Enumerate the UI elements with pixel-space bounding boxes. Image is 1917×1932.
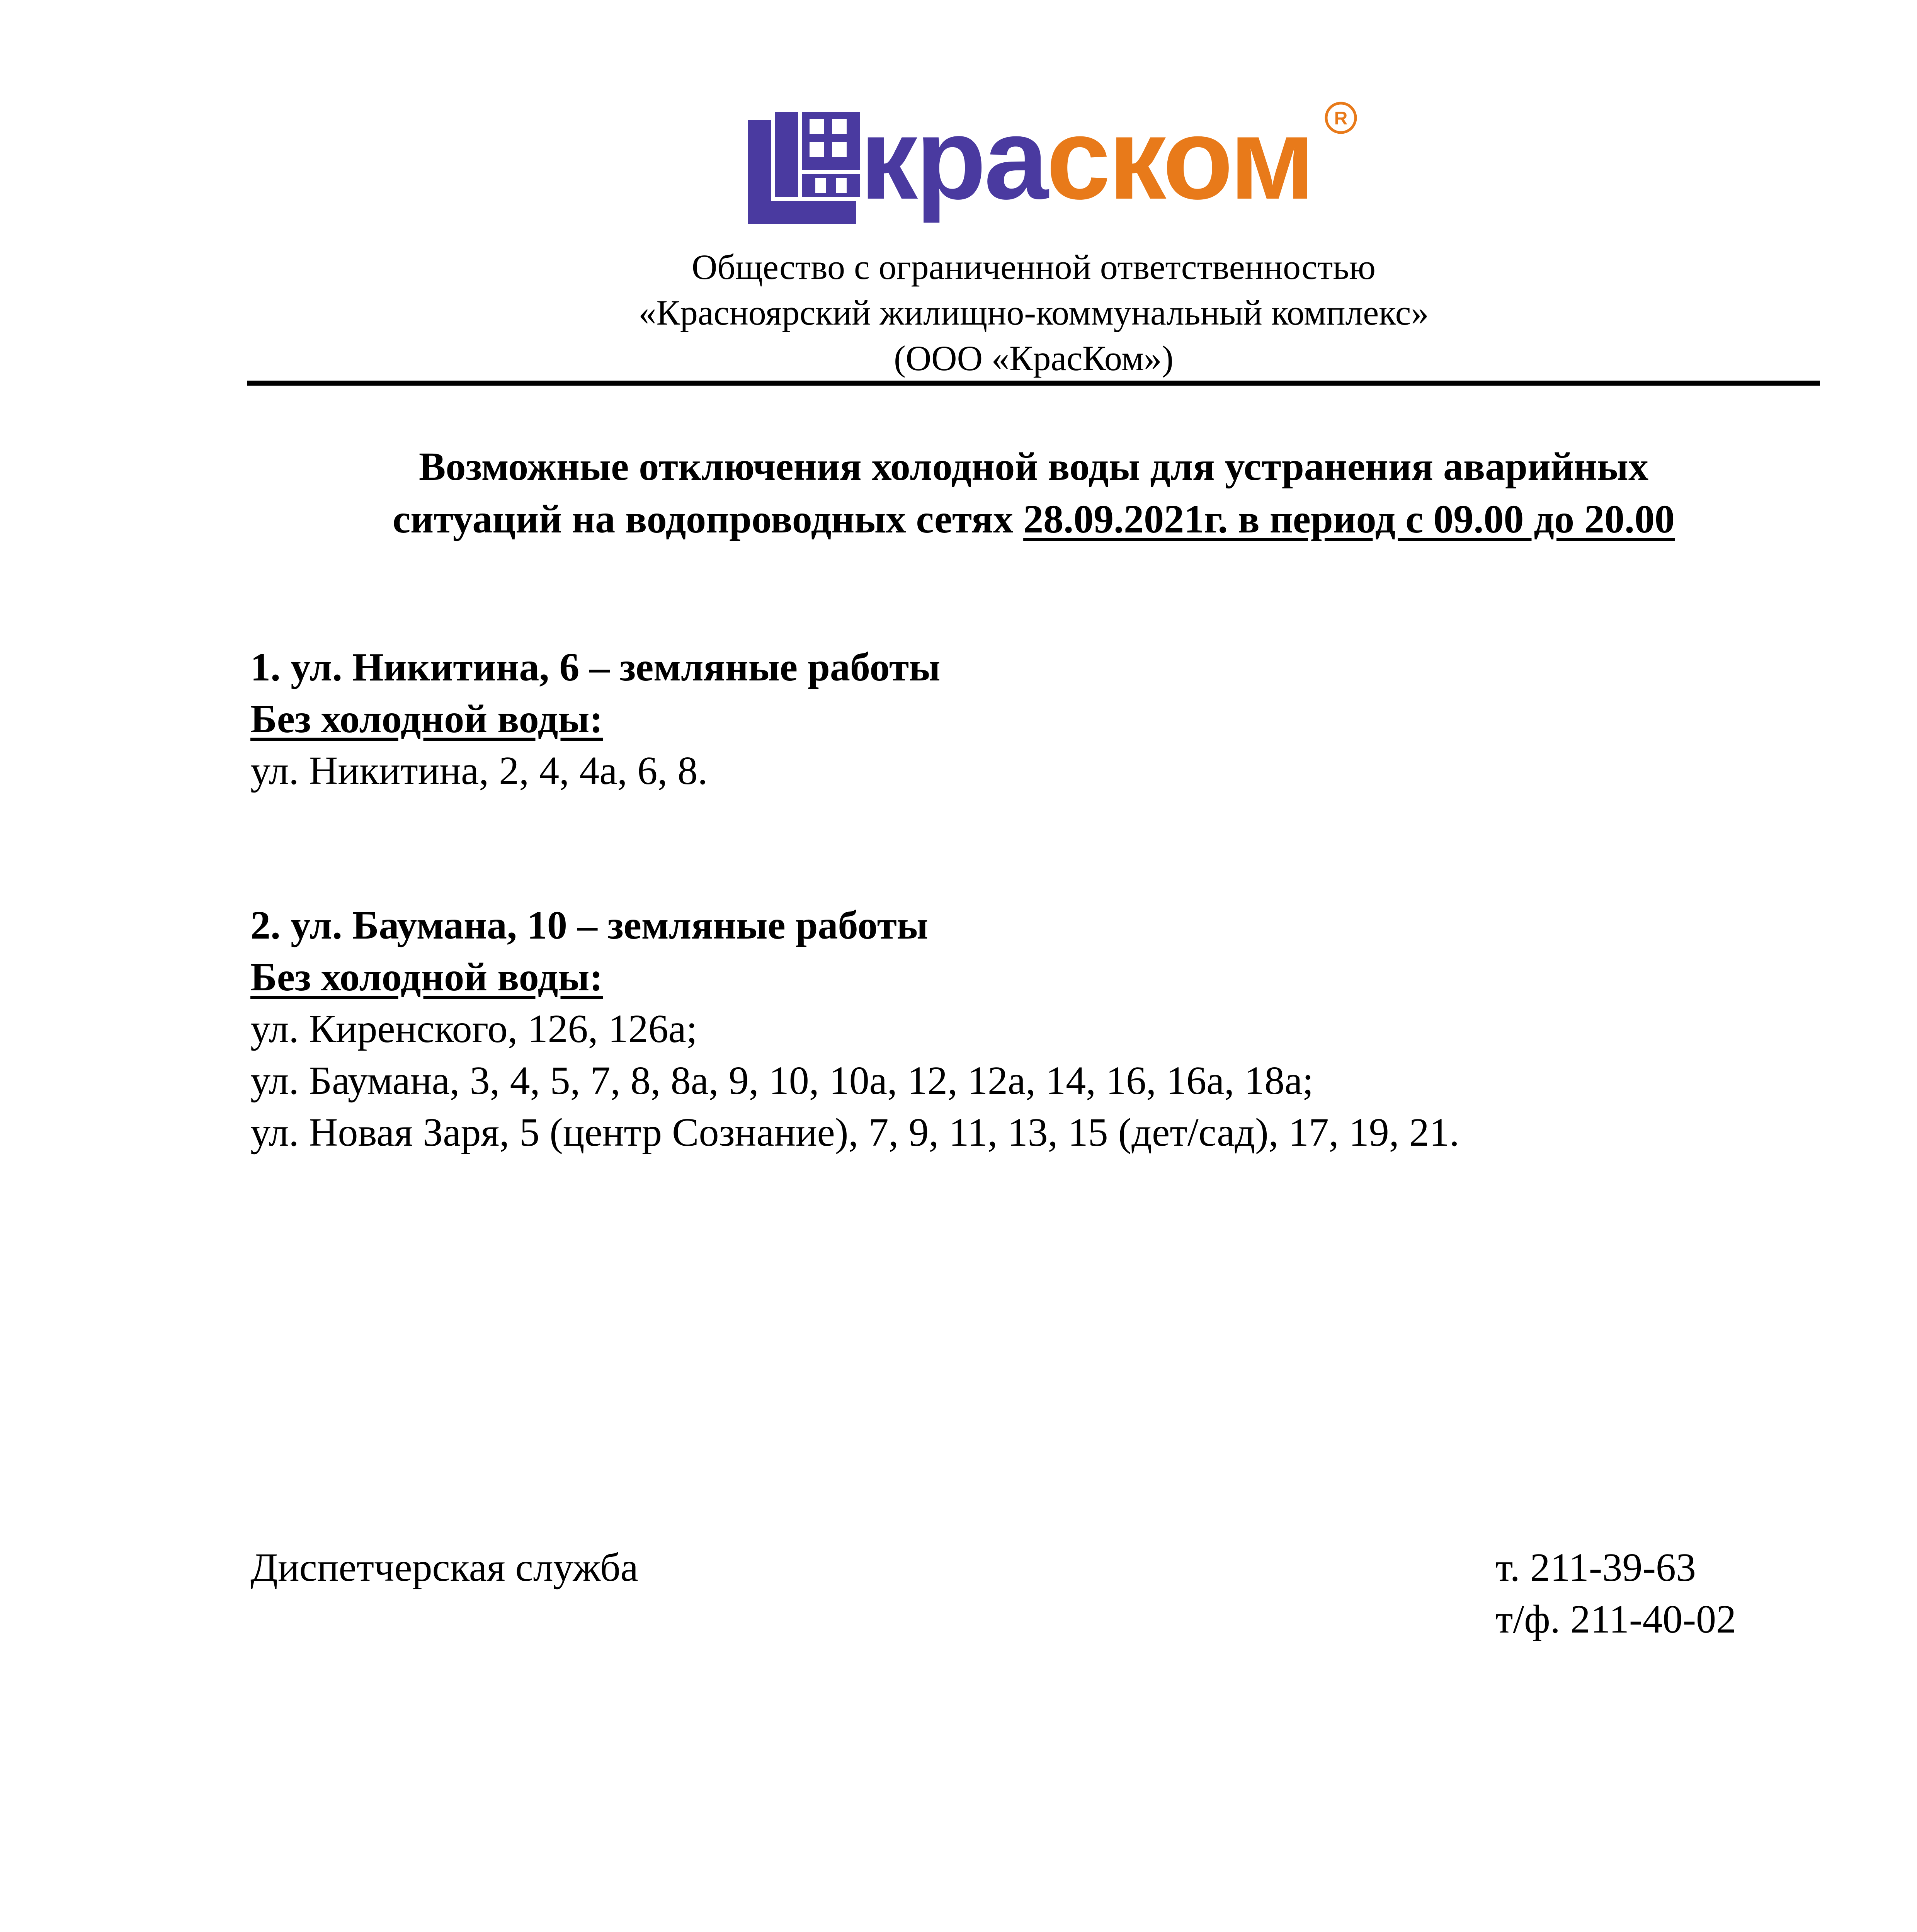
company-legal-form: Общество с ограниченной ответственностью	[691, 247, 1376, 287]
title-line-2	[247, 493, 1820, 546]
company-name-block	[247, 244, 1820, 381]
logo-wordmark-part-a: кра	[860, 94, 1046, 223]
company-full-name: «Красноярский жилищно-коммунальный комплекс»	[638, 293, 1429, 332]
fax-number: т/ф. 211-40-02	[1495, 1597, 1737, 1641]
address-list-item: ул. Никитина, 2, 4, 4а, 6, 8.	[250, 748, 708, 793]
address-list-item: ул. Киренского, 126, 126а;	[250, 1007, 697, 1051]
contact-phones	[1495, 1542, 1736, 1645]
svg-text:R: R	[1334, 108, 1348, 129]
address-list-item: ул. Новая Заря, 5 (центр Сознание), 7, 9, 11, 13, 15 (дет/сад), 17, 19, 21.	[250, 1110, 1459, 1155]
title-date-period: 28.09.2021г. в период с 09.00 до 20.00	[1023, 497, 1675, 541]
phone-number: т. 211-39-63	[1495, 1545, 1696, 1590]
no-cold-water-label: Без холодной воды:	[250, 697, 603, 741]
address-list-item: ул. Баумана, 3, 4, 5, 7, 8, 8а, 9, 10, 10а, 12, 12а, 14, 16, 16а, 18а;	[250, 1058, 1314, 1103]
header-divider	[247, 381, 1820, 386]
logo-wordmark-part-b: ском	[1046, 94, 1313, 223]
logo-wordmark	[860, 81, 1313, 236]
company-short-name: (ООО «КрасКом»)	[894, 338, 1174, 378]
title-line-2-prefix: ситуаций на водопроводных сетях	[393, 497, 1024, 541]
outage-section-2	[250, 900, 1835, 1158]
dispatch-service-label: Диспетчерская служба	[250, 1545, 638, 1590]
section-heading: 2. ул. Баумана, 10 – земляные работы	[250, 903, 928, 947]
section-subheading	[250, 951, 1835, 1003]
section-heading: 1. ул. Никитина, 6 – земляные работы	[250, 645, 941, 689]
document-title	[247, 440, 1820, 546]
title-line-1: Возможные отключения холодной воды для устранения аварийных	[419, 444, 1648, 489]
company-logo	[748, 94, 1374, 228]
section-subheading	[250, 693, 1835, 745]
no-cold-water-label: Без холодной воды:	[250, 955, 603, 999]
outage-section-1	[250, 641, 1835, 797]
registered-mark-icon	[1323, 100, 1358, 135]
logo-mark-icon	[748, 112, 864, 224]
